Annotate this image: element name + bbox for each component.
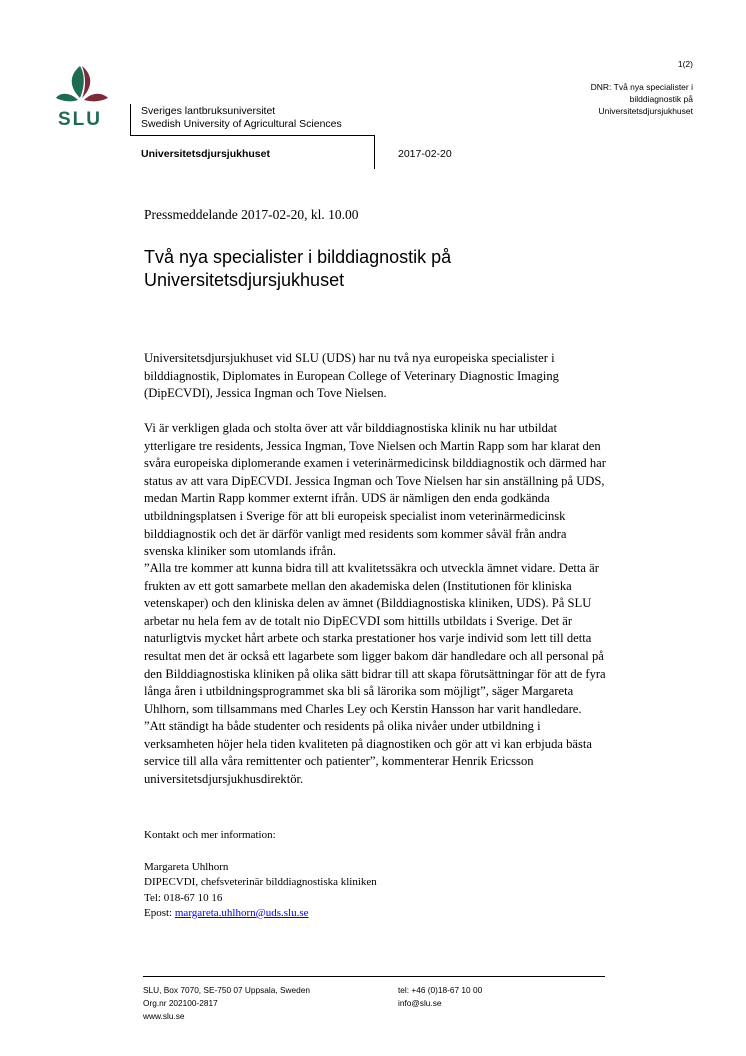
paragraph: [144, 560, 624, 718]
paragraph: [144, 350, 624, 403]
footer-address: SLU, Box 7070, SE-750 07 Uppsala, Sweden: [143, 985, 310, 995]
paragraph-line: frukten av ett gott samarbete mellan den akademiska delen (Institutionen för kliniska: [144, 578, 572, 593]
paragraph-line: medan Martin Rapp kommer externt ifrån. UDS är nämligen den enda godkända: [144, 491, 550, 506]
dateline: Pressmeddelande 2017-02-20, kl. 10.00: [144, 207, 359, 222]
contact-heading: Kontakt och mer information:: [144, 829, 276, 841]
footer-left: [143, 984, 310, 1023]
title-line: Universitetsdjursjukhuset: [144, 270, 345, 290]
org-name-en: Swedish University of Agricultural Sciences: [141, 118, 342, 130]
paragraph-line: status av att vara DipECVDI. Jessica Ingman och Tove Nielsen har sin anställning på UDS,: [144, 473, 605, 488]
header-date: 2017-02-20: [398, 148, 452, 160]
title-line: Två nya specialister i bilddiagnostik på: [144, 247, 452, 267]
paragraph-line: bilddiagnostik, Diplomates in European College of Veterinary Diagnostic Imaging: [144, 368, 559, 383]
page-title: [144, 246, 451, 292]
paragraph-line: verksamheten höjer hela tiden kvaliteten på diagnostiken och gör att vi kan erbjuda bästa: [144, 736, 592, 751]
contact-name: Margareta Uhlhorn: [144, 861, 229, 873]
contact-email-link[interactable]: margareta.uhlhorn@uds.slu.se: [174, 906, 309, 919]
contact-role: DIPECVDI, chefsveterinär bilddiagnostiska kliniken: [144, 876, 377, 889]
paragraph-line: arbetar nu hela fem av de totalt nio DipECVDI som hittills utbildats i Sverige. Det är: [144, 613, 573, 628]
paragraph-line: Universitetsdjursjukhuset vid SLU (UDS) har nu två nya europeiska specialister i: [144, 351, 555, 365]
paragraph-line: ”Att ständigt ha både studenter och residents på olika nivåer under utbildning i: [144, 719, 541, 733]
paragraph-line: service till alla våra remittenter och patienter”, kommenterar Henrik Ericsson: [144, 754, 534, 769]
header-divider: [130, 135, 375, 136]
paragraph-line: universitetsdjursjukhusdirektör.: [144, 771, 304, 786]
page-number: 1(2): [677, 59, 693, 69]
contact-block: [144, 860, 377, 921]
paragraph-line: långa åren i utbildningsprogrammet ska bli så lärorika som möjligt”, säger Margareta: [144, 684, 574, 699]
paragraph-line: naturligtvis mycket hårt arbete och starka prestationer hos varje individ som lett till detta: [144, 631, 592, 646]
paragraph: [144, 420, 624, 561]
paragraph-line: (DipECVDI), Jessica Ingman och Tove Nielsen.: [144, 386, 387, 401]
paragraph-line: den Bilddiagnostiska kliniken på olika sätt bidrar till att skapa förutsättningar för att de fyra: [144, 666, 606, 681]
org-name-sv: Sveriges lantbruksuniversitet: [141, 105, 276, 117]
header-divider: [374, 135, 375, 169]
footer-email: info@slu.se: [398, 998, 442, 1008]
contact-tel: Tel: 018-67 10 16: [144, 891, 223, 904]
slu-leaf-logo-icon: [56, 64, 108, 110]
footer-web: www.slu.se: [143, 1011, 185, 1021]
paragraph-line: ”Alla tre kommer att kunna bidra till att kvalitetssäkra och utveckla ämnet vidare. Detta är: [144, 561, 599, 575]
paragraph-line: resultat men det är också ett lagarbete som ligger bakom där handledare och all personal på: [144, 648, 604, 663]
paragraph-line: svenska kliniker som utomlands ifrån.: [144, 544, 337, 559]
paragraph-line: Vi är verkligen glada och stolta över att vår bilddiagnostiska klinik nu har utbildat: [144, 421, 557, 435]
paragraph-line: svåra europeiska diplomerande examen i veterinärmedicinsk bilddiagnostik och därmed har: [144, 456, 606, 471]
email-label: Epost:: [144, 906, 175, 919]
paragraph-line: utbildningsplatsen i Sverige för att bli europeisk specialist inom veterinärmedicinsk: [144, 508, 566, 523]
paragraph: [144, 718, 624, 788]
paragraph-line: vetenskaper) och den kliniska delen av ämnet (Bilddiagnostiska kliniken, UDS). På SLU: [144, 596, 592, 611]
dnr-line: bilddiagnostik på: [629, 94, 693, 104]
paragraph-line: ytterligare tre residents, Jessica Ingman, Tove Nielsen och Martin Rapp som har klarat den: [144, 438, 601, 453]
footer-rule: [143, 976, 605, 977]
paragraph-line: Uhlhorn, som tillsammans med Charles Ley och Kerstin Hansson har varit handledare.: [144, 701, 582, 716]
footer-tel: tel: +46 (0)18-67 10 00: [398, 985, 483, 995]
dnr-line: Universitetsdjursjukhuset: [598, 106, 693, 116]
department: Universitetsdjursjukhuset: [141, 148, 270, 160]
paragraph-line: bilddiagnostik och det är därför vanligt med residents som kommer såväl från andra: [144, 526, 567, 541]
header-divider: [130, 104, 131, 135]
slu-logo-text: SLU: [58, 109, 102, 130]
footer-orgnr: Org.nr 202100-2817: [143, 998, 218, 1008]
footer-right: [398, 984, 482, 1010]
dnr-line: DNR: Två nya specialister i: [590, 82, 693, 92]
dnr-reference: [591, 81, 693, 117]
